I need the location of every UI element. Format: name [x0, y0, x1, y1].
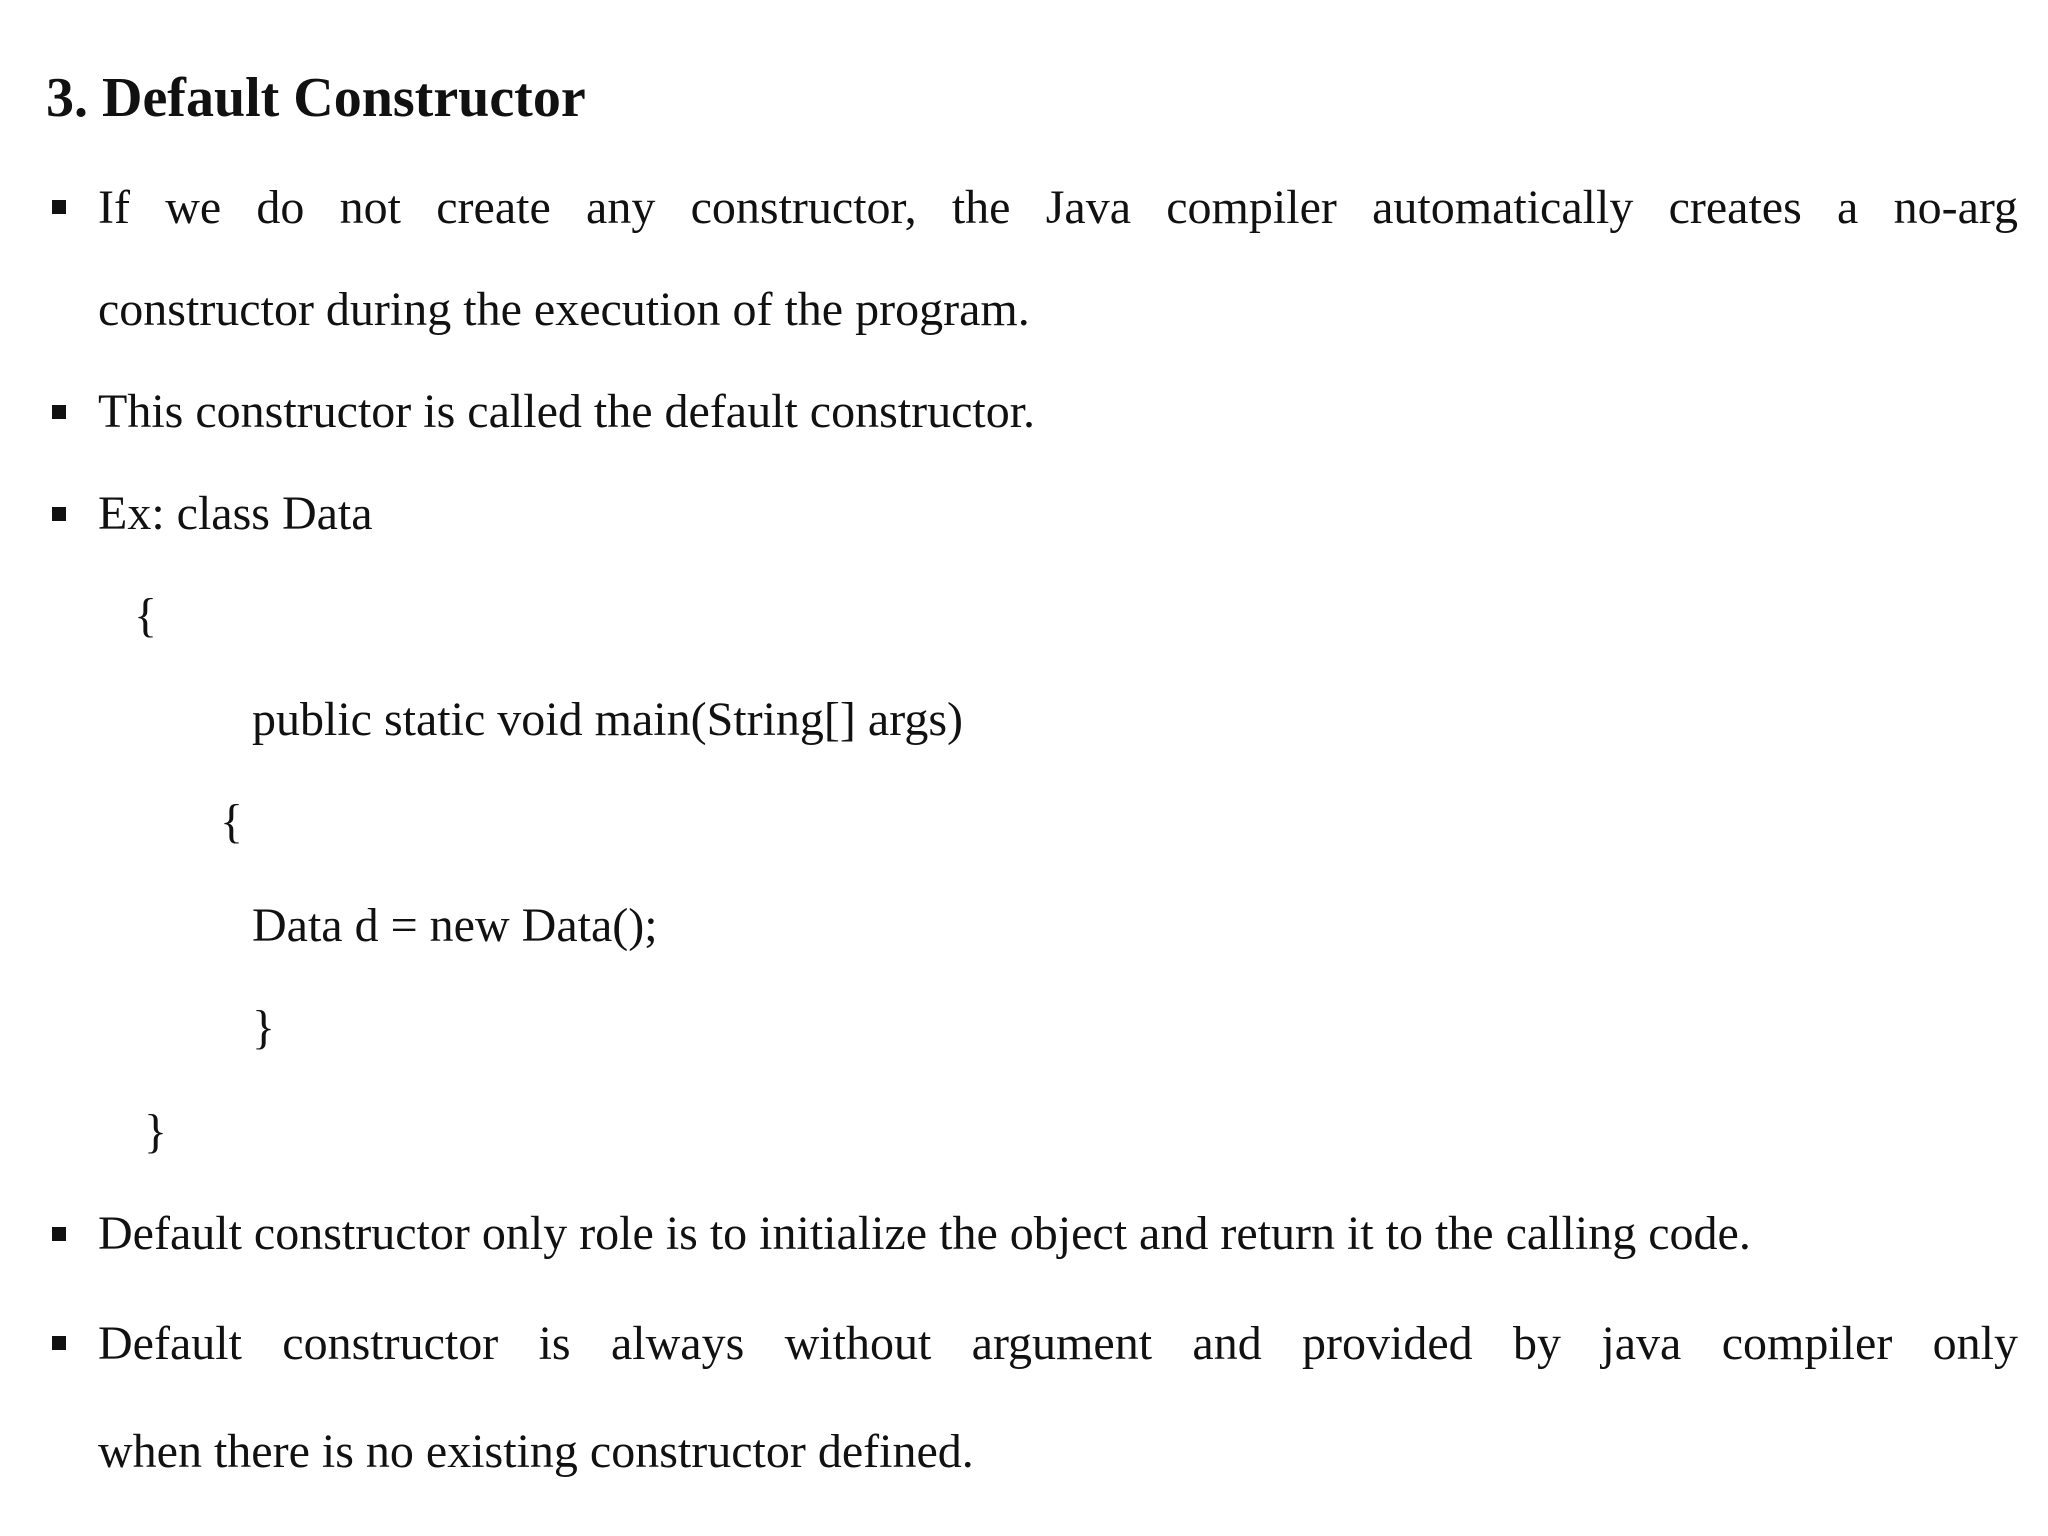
code-statement: Data d = new Data();	[252, 899, 658, 952]
code-close-class-brace: }	[144, 1105, 168, 1158]
bullet-5-line-1: Default constructor is always without argument and provided by java compiler only	[98, 1317, 2018, 1370]
bullet-1-line-1: If we do not create any constructor, the Java compiler automatically creates a no-arg	[98, 181, 2018, 234]
square-bullet-icon	[52, 1227, 66, 1241]
bullet-1-line-2: constructor during the execution of the program.	[98, 283, 1030, 336]
code-open-class-brace: {	[134, 589, 158, 642]
square-bullet-icon	[52, 507, 66, 521]
square-bullet-icon	[52, 200, 66, 214]
square-bullet-icon	[52, 1336, 66, 1350]
code-open-main-brace: {	[220, 795, 244, 848]
bullet-5-line-2: when there is no existing constructor defined.	[98, 1425, 974, 1478]
bullet-4-line-1: Default constructor only role is to initialize the object and return it to the calling code.	[98, 1207, 1751, 1260]
code-main-signature: public static void main(String[] args)	[252, 693, 963, 746]
square-bullet-icon	[52, 405, 66, 419]
bullet-2-line-1: This constructor is called the default constructor.	[98, 385, 1036, 438]
code-close-main-brace: }	[252, 1001, 276, 1054]
bullet-3-line-1: Ex: class Data	[98, 487, 373, 540]
section-heading: 3. Default Constructor	[46, 67, 586, 129]
